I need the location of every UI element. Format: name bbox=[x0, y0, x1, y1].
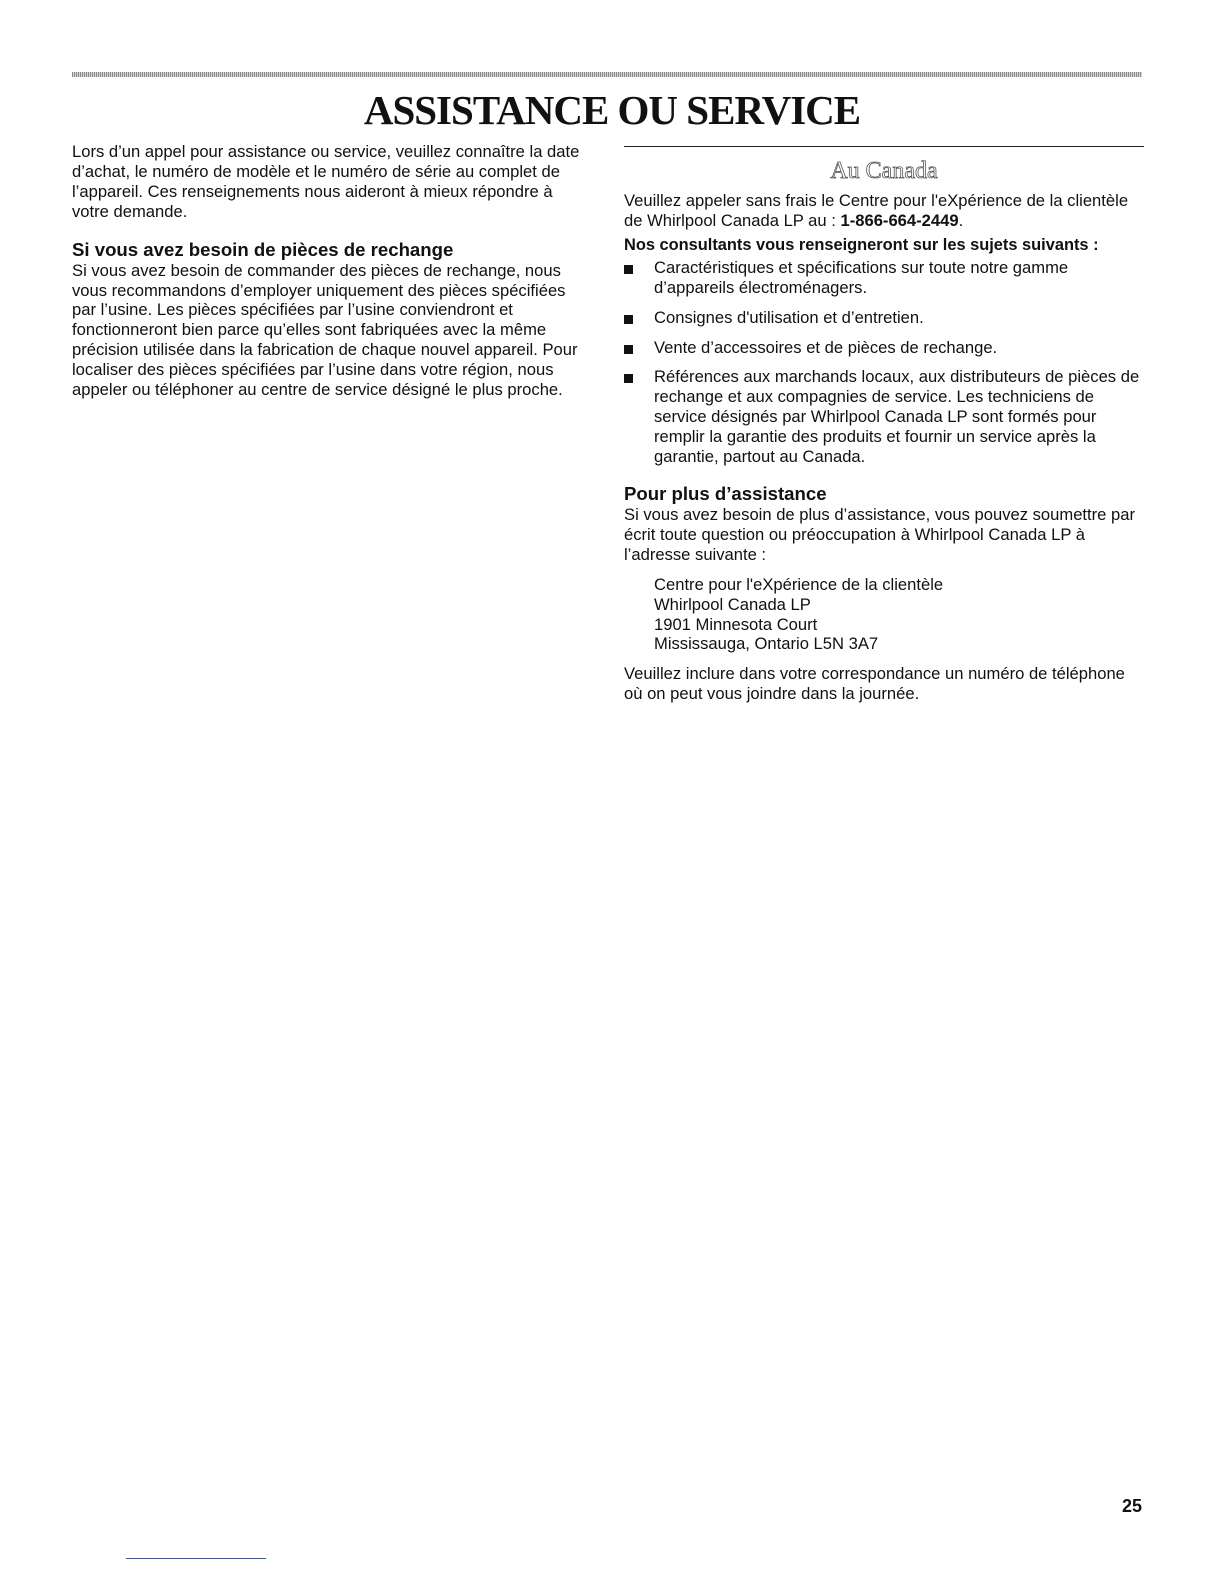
address-line: Centre pour l'eXpérience de la clientèle bbox=[654, 574, 944, 594]
top-divider bbox=[72, 72, 1142, 77]
square-bullet-icon bbox=[624, 345, 633, 354]
more-assistance-paragraph: Si vous avez besoin de plus d’assistance, vous pouvez soumettre par écrit toute question ou préoccupation à Whirlpool Canada LP à l’adresse suivante : bbox=[624, 504, 1136, 564]
closing-paragraph: Veuillez inclure dans votre correspondance un numéro de téléphone où on peut vous joindre dans la journée. bbox=[624, 664, 1125, 704]
canada-subtitle: Au Canada bbox=[830, 158, 938, 184]
intro-paragraph: Lors d’un appel pour assistance ou service, veuillez connaître la date d’achat, le numéro de modèle et le numéro de série au complet de l’appareil. Ces renseignements nous aideront à mieux répondre à votre demande. bbox=[72, 142, 580, 221]
address-line: Mississauga, Ontario L5N 3A7 bbox=[654, 634, 879, 654]
call-paragraph bbox=[624, 191, 1144, 231]
page-number: 25 bbox=[1121, 1496, 1142, 1516]
mailing-address bbox=[654, 575, 1144, 655]
bottom-link-underline bbox=[126, 1558, 266, 1559]
square-bullet-icon bbox=[624, 265, 633, 274]
list-item: Vente d’accessoires et de pièces de rechange. bbox=[624, 338, 1144, 358]
list-item: Caractéristiques et spécifications sur toute notre gamme d’appareils électroménagers. bbox=[624, 258, 1144, 298]
address-line: Whirlpool Canada LP bbox=[654, 594, 811, 614]
list-item: Consignes d'utilisation et d’entretien. bbox=[624, 308, 1144, 328]
square-bullet-icon bbox=[624, 374, 633, 383]
parts-paragraph: Si vous avez besoin de commander des pièces de rechange, nous vous recommandons d’employer uniquement des pièces spécifiées par l’usine. Les pièces spécifiées par l’usine conviendront et fonctionneront bien parce qu’elles sont fabriquées avec la même précision utilisée dans la fabrication de chaque nouvel appareil. Pour localiser des pièces spécifiées par l’usine dans votre région, nous appeler ou téléphoner au centre de service désigné le plus proche. bbox=[72, 260, 578, 400]
right-column bbox=[624, 146, 1144, 704]
more-assistance-heading: Pour plus d’assistance bbox=[624, 482, 827, 504]
list-item: Références aux marchands locaux, aux distributeurs de pièces de rechange et aux compagnies de service. Les techniciens de service désignés par Whirlpool Canada LP sont formés pour remplir la garantie des produits et fournir un service après la garantie, partout au Canada. bbox=[624, 367, 1144, 467]
parts-heading: Si vous avez besoin de pièces de rechange bbox=[72, 238, 454, 260]
section-divider bbox=[624, 146, 1144, 147]
call-end: . bbox=[958, 210, 964, 230]
page-title: ASSISTANCE OU SERVICE bbox=[363, 87, 861, 133]
consultants-heading: Nos consultants vous renseigneront sur les sujets suivants : bbox=[624, 235, 1099, 254]
address-line: 1901 Minnesota Court bbox=[654, 614, 818, 634]
square-bullet-icon bbox=[624, 315, 633, 324]
topics-list bbox=[624, 258, 1144, 467]
left-column bbox=[72, 142, 592, 400]
call-text: Veuillez appeler sans frais le Centre pour l'eXpérience de la clientèle de Whirlpool Canada LP au : bbox=[624, 191, 1129, 230]
phone-number: 1-866-664-2449 bbox=[840, 210, 959, 230]
